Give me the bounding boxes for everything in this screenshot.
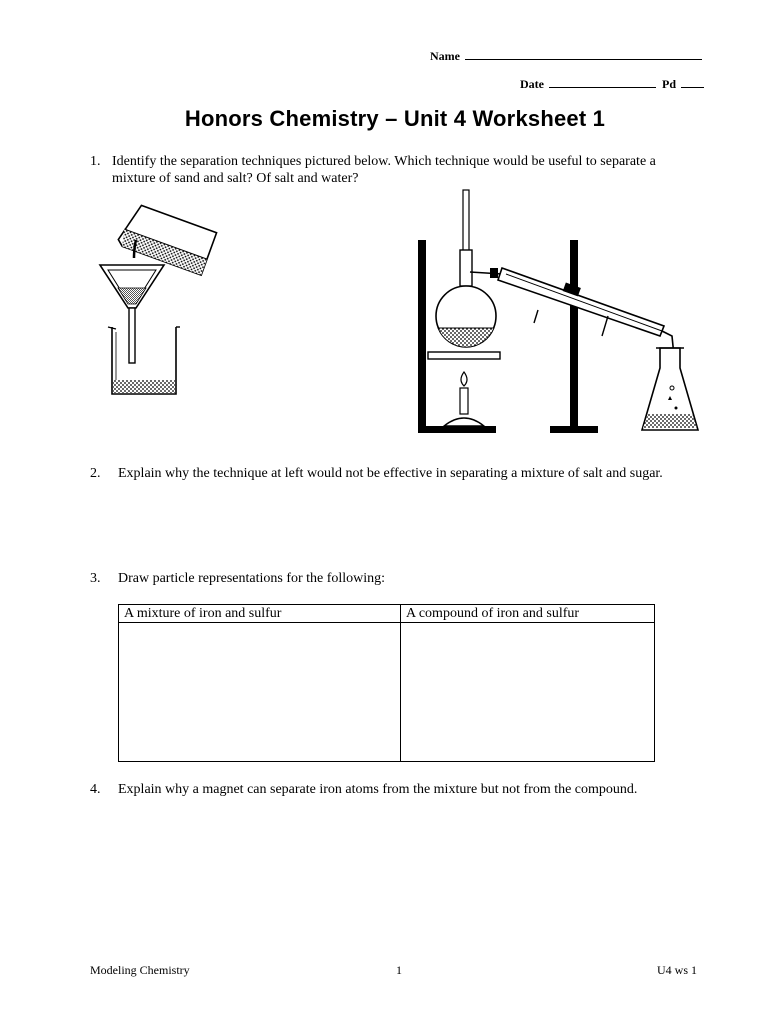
funnel (100, 265, 164, 363)
name-line[interactable] (465, 47, 702, 60)
pouring-beaker (117, 202, 217, 275)
drawing-cell-compound[interactable] (401, 623, 655, 762)
left-ring-stand (418, 240, 426, 432)
question-number: 1. (90, 154, 101, 169)
question-number: 2. (90, 466, 101, 481)
column-header-compound: A compound of iron and sulfur (401, 605, 655, 623)
question-text: Draw particle representations for the following: (118, 571, 386, 586)
question-text: Explain why a magnet can separate iron atoms from the mixture but not from the compound. (118, 782, 638, 797)
question-number: 3. (90, 571, 101, 586)
right-ring-stand (570, 240, 578, 430)
footer-right: U4 ws 1 (657, 963, 698, 977)
question-number: 4. (90, 782, 101, 797)
distillation-illustration (414, 188, 704, 438)
name-field[interactable] (430, 47, 702, 64)
bunsen-burner (444, 372, 484, 426)
drawing-cell-mixture[interactable] (119, 623, 401, 762)
receiving-beaker (108, 327, 180, 394)
name-label: Name (430, 49, 460, 63)
footer-left: Modeling Chemistry (90, 963, 190, 977)
round-bottom-flask (436, 250, 496, 347)
date-field[interactable] (520, 75, 704, 92)
period-label: Pd (662, 77, 677, 91)
page-title: Honors Chemistry – Unit 4 Worksheet 1 (184, 106, 606, 131)
period-line[interactable] (681, 75, 704, 88)
date-label: Date (520, 77, 544, 91)
question-text: Explain why the technique at left would not be effective in separating a mixture of salt and sugar. (118, 466, 663, 481)
hot-plate (428, 352, 500, 359)
footer-page-number: 1 (396, 963, 402, 977)
filtration-illustration (94, 192, 234, 404)
date-line[interactable] (549, 75, 656, 88)
column-header-mixture: A mixture of iron and sulfur (119, 605, 401, 623)
question-text: Identify the separation techniques pictured below. Which technique would be useful to separate a mixture of sand and salt? Of salt and water? (112, 154, 656, 186)
particle-representation-table (118, 604, 655, 762)
erlenmeyer-flask (642, 348, 698, 430)
